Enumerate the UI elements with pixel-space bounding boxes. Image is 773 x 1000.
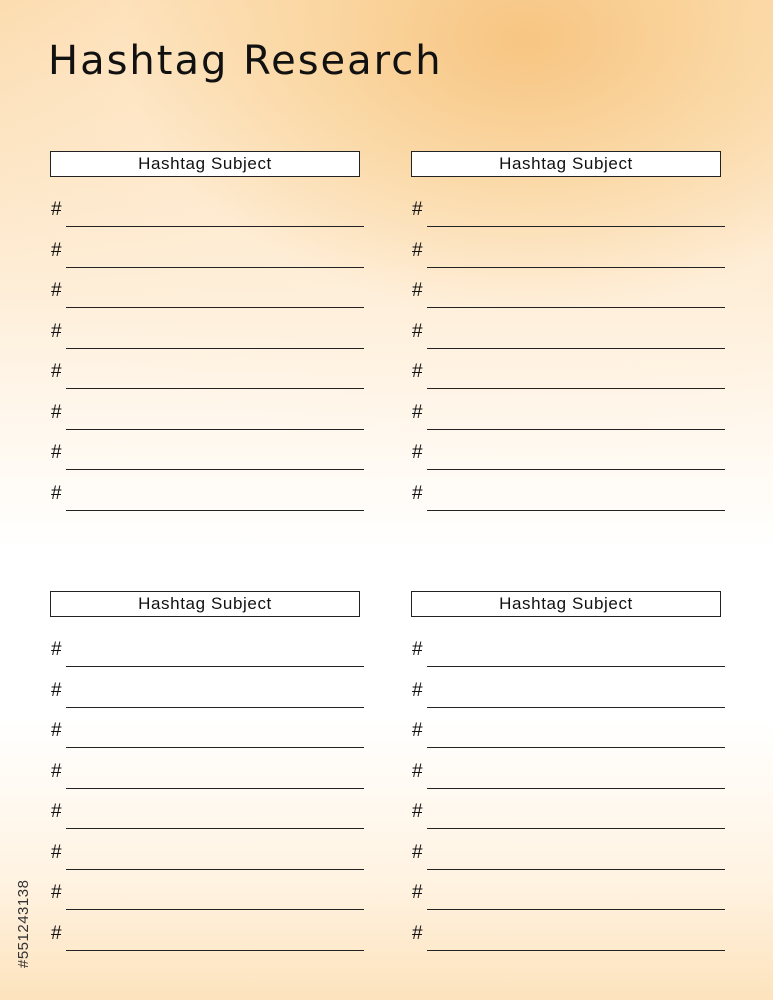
hashtag-row[interactable] (50, 840, 364, 870)
hash-symbol: # (412, 401, 423, 423)
hashtag-row[interactable] (50, 319, 364, 349)
hash-symbol: # (51, 801, 62, 822)
hashtag-row[interactable] (50, 238, 364, 268)
write-in-line[interactable] (427, 707, 725, 708)
hash-symbol: # (412, 679, 423, 701)
hash-symbol: # (412, 841, 423, 863)
hash-symbol: # (412, 720, 423, 741)
write-in-line[interactable] (427, 267, 725, 268)
write-in-line[interactable] (427, 388, 725, 389)
hashtag-row[interactable] (50, 718, 364, 748)
write-in-line[interactable] (427, 429, 725, 430)
hash-symbol: # (51, 199, 62, 220)
write-in-line[interactable] (66, 388, 364, 389)
hashtag-row[interactable] (50, 359, 364, 389)
hashtag-row[interactable] (50, 880, 364, 910)
write-in-line[interactable] (427, 909, 725, 910)
hashtag-row[interactable] (411, 678, 725, 708)
hashtag-row[interactable] (411, 880, 725, 910)
hash-symbol: # (412, 482, 423, 504)
hash-symbol: # (51, 280, 62, 301)
hashtag-row[interactable] (411, 718, 725, 748)
hash-symbol: # (51, 442, 62, 463)
write-in-line[interactable] (66, 226, 364, 227)
hashtag-row[interactable] (50, 481, 364, 511)
hash-symbol: # (51, 841, 62, 863)
hash-symbol: # (51, 320, 62, 342)
hash-symbol: # (51, 639, 62, 660)
write-in-line[interactable] (66, 666, 364, 667)
stock-id-text: #551243138 (15, 879, 32, 968)
hashtag-row[interactable] (50, 440, 364, 470)
write-in-line[interactable] (427, 950, 725, 951)
write-in-line[interactable] (427, 869, 725, 870)
hash-symbol: # (412, 882, 423, 903)
write-in-line[interactable] (427, 348, 725, 349)
hash-symbol: # (412, 760, 423, 782)
hash-symbol: # (51, 401, 62, 423)
hash-symbol: # (51, 679, 62, 701)
hash-symbol: # (412, 639, 423, 660)
write-in-line[interactable] (66, 429, 364, 430)
hash-symbol: # (412, 199, 423, 220)
write-in-line[interactable] (427, 510, 725, 511)
stock-id-watermark (13, 768, 33, 968)
hash-symbol: # (412, 922, 423, 944)
hashtag-row[interactable] (50, 278, 364, 308)
hashtag-row[interactable] (411, 921, 725, 951)
hash-symbol: # (412, 801, 423, 822)
write-in-line[interactable] (427, 747, 725, 748)
hashtag-row[interactable] (411, 637, 725, 667)
write-in-line[interactable] (66, 828, 364, 829)
hash-symbol: # (412, 361, 423, 382)
hashtag-row[interactable] (50, 400, 364, 430)
hashtag-row[interactable] (411, 319, 725, 349)
hashtag-row[interactable] (411, 359, 725, 389)
hashtag-subject-box[interactable]: Hashtag Subject (50, 151, 360, 177)
hashtag-subject-box[interactable]: Hashtag Subject (411, 151, 721, 177)
hashtag-row[interactable] (411, 440, 725, 470)
hashtag-row[interactable] (411, 840, 725, 870)
hash-symbol: # (51, 239, 62, 261)
write-in-line[interactable] (427, 469, 725, 470)
hashtag-subject-box[interactable]: Hashtag Subject (411, 591, 721, 617)
write-in-line[interactable] (66, 469, 364, 470)
hash-symbol: # (51, 760, 62, 782)
write-in-line[interactable] (66, 307, 364, 308)
hashtag-subject-box[interactable]: Hashtag Subject (50, 591, 360, 617)
write-in-line[interactable] (427, 666, 725, 667)
hash-symbol: # (412, 320, 423, 342)
hashtag-row[interactable] (411, 759, 725, 789)
write-in-line[interactable] (66, 510, 364, 511)
hashtag-row[interactable] (411, 799, 725, 829)
write-in-line[interactable] (66, 950, 364, 951)
hashtag-row[interactable] (50, 799, 364, 829)
hash-symbol: # (51, 482, 62, 504)
hashtag-row[interactable] (411, 481, 725, 511)
write-in-line[interactable] (66, 707, 364, 708)
page-title: Hashtag Research (48, 38, 443, 84)
hash-symbol: # (412, 442, 423, 463)
hashtag-row[interactable] (50, 678, 364, 708)
hashtag-row[interactable] (50, 197, 364, 227)
hashtag-row[interactable] (411, 197, 725, 227)
hashtag-row[interactable] (50, 759, 364, 789)
write-in-line[interactable] (427, 788, 725, 789)
hash-symbol: # (51, 361, 62, 382)
write-in-line[interactable] (66, 348, 364, 349)
hash-symbol: # (51, 720, 62, 741)
write-in-line[interactable] (427, 226, 725, 227)
hashtag-row[interactable] (411, 278, 725, 308)
hash-symbol: # (51, 922, 62, 944)
hash-symbol: # (412, 280, 423, 301)
write-in-line[interactable] (66, 747, 364, 748)
hash-symbol: # (412, 239, 423, 261)
hashtag-row[interactable] (50, 921, 364, 951)
write-in-line[interactable] (66, 788, 364, 789)
write-in-line[interactable] (66, 869, 364, 870)
write-in-line[interactable] (66, 267, 364, 268)
hashtag-row[interactable] (50, 637, 364, 667)
hashtag-row[interactable] (411, 400, 725, 430)
write-in-line[interactable] (427, 828, 725, 829)
write-in-line[interactable] (427, 307, 725, 308)
hashtag-row[interactable] (411, 238, 725, 268)
write-in-line[interactable] (66, 909, 364, 910)
hash-symbol: # (51, 882, 62, 903)
